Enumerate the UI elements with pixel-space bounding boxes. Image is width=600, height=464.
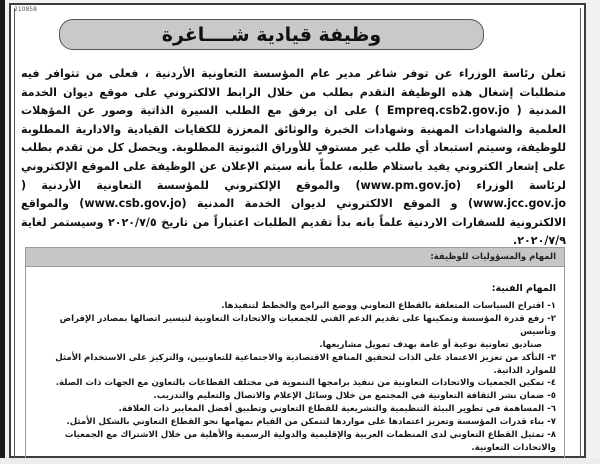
page-title: وظيفة قيادية شــــاغرة	[161, 23, 382, 46]
title-banner	[59, 19, 484, 50]
task-item	[36, 416, 556, 429]
bottom-margin	[0, 458, 600, 464]
task-text: ٢- رفع قدرة المؤسسة وتمكينها على تقديم الدعم الفني للجمعيات والاتحادات التعاونية لتيسير اتصالها بمصادر الإقراض وتأسيس	[59, 313, 556, 337]
task-item	[36, 313, 556, 352]
technical-tasks-heading: المهام الفنية:	[491, 283, 556, 294]
task-item	[36, 429, 556, 455]
task-item	[36, 390, 556, 403]
task-text: ٥- ضمان نشر الثقافة التعاونية في المجتمع من خلال وسائل الإعلام والاتصال والتعليم والتدريب.	[153, 391, 556, 402]
intro-paragraph: تعلن رئاسة الوزراء عن توفر شاغر مدير عام المؤسسة التعاونية الأردنية ، فعلى من تتوافر فيه متطلبات إشغال هذه الوظيفة التقدم بطلب من خلال الرابط الالكتروني على موقع ديوان الخدمة المدنية ( Empreq.csb2.gov.jo ) على ان يرفق مع الطلب السيرة الذاتية وصور عن المؤهلات العلمية والشهادات المهنية وشهادات الخبرة والوثائق المعززة للكفايات القيادية والادارية المطلوبة للوظيفة، وسيتم استبعاد أي طلب غير مستوفٍ للأوراق الثبوتية المطلوبة. ويحصل كل من تقدم بطلب على إشعار الكتروني يفيد باستلام طلبه، علماً بأنه سيتم الإعلان عن الوظيفة على الموقع الإلكتروني لرئاسة الوزراء (www.pm.gov.jo) والموقع الإلكتروني للمؤسسة التعاونية الأردنية ( www.jcc.gov.jo) و الموقع الالكتروني لديوان الخدمة المدنية (www.csb.gov.jo) والمواقع الالكترونية للسفارات الاردنية علماً بانه بدأ تقديم الطلبات اعتباراً من تاريخ ٢٠٢٠/٧/٥ وسيستمر لغاية ٢٠٢٠/٧/٩.	[21, 67, 566, 248]
task-item	[36, 377, 556, 390]
advertisement-frame	[9, 3, 586, 458]
section-header: المهام والمسؤوليات للوظيفة:	[25, 247, 565, 267]
task-text: ٣- التأكد من تعزيز الاعتماد على الذات لتحقيق المنافع الاقتصادية والاجتماعية للتعاونيين، والتركيز على الاستخدام الأمثل للموارد الذاتية.	[55, 352, 556, 376]
page-edge-bar	[0, 0, 5, 464]
task-text: ٤- تمكين الجمعيات والاتحادات التعاونية من تنفيذ برامجها التنموية في مختلف القطاعات بالتعاون مع الجهات ذات الصلة.	[55, 378, 556, 389]
task-list	[36, 300, 556, 455]
task-text: ٦- المساهمة في تطوير البيئة التنظيمية والتشريعية للقطاع التعاوني وتطبيق أفضل المعايير ذات العلاقة.	[118, 404, 556, 415]
task-item	[36, 403, 556, 416]
task-continuation: صناديق تعاونية نوعية أو عامة بهدف تمويل مشاريعها.	[319, 339, 542, 350]
task-text: ٧- بناء قدرات المؤسسة وتعزيز اعتمادها على مواردها لتتمكن من القيام بمهامها نحو القطاع التعاوني بالشكل الأمثل.	[66, 417, 556, 428]
task-item	[36, 300, 556, 313]
section-body	[25, 267, 565, 463]
task-item	[36, 352, 556, 378]
task-text: ٨- تمثيل القطاع التعاوني لدى المنظمات العربية والإقليمية والدولية الرسمية والأهلية من خلال الاشتراك مع الجمعيات والاتحادات التعاونية.	[64, 430, 556, 453]
reference-code: 210858	[14, 6, 37, 13]
task-text: ١- اقتراح السياسات المتعلقة بالقطاع التعاوني ووضع البرامج والخطط لتنفيذها.	[221, 301, 556, 311]
